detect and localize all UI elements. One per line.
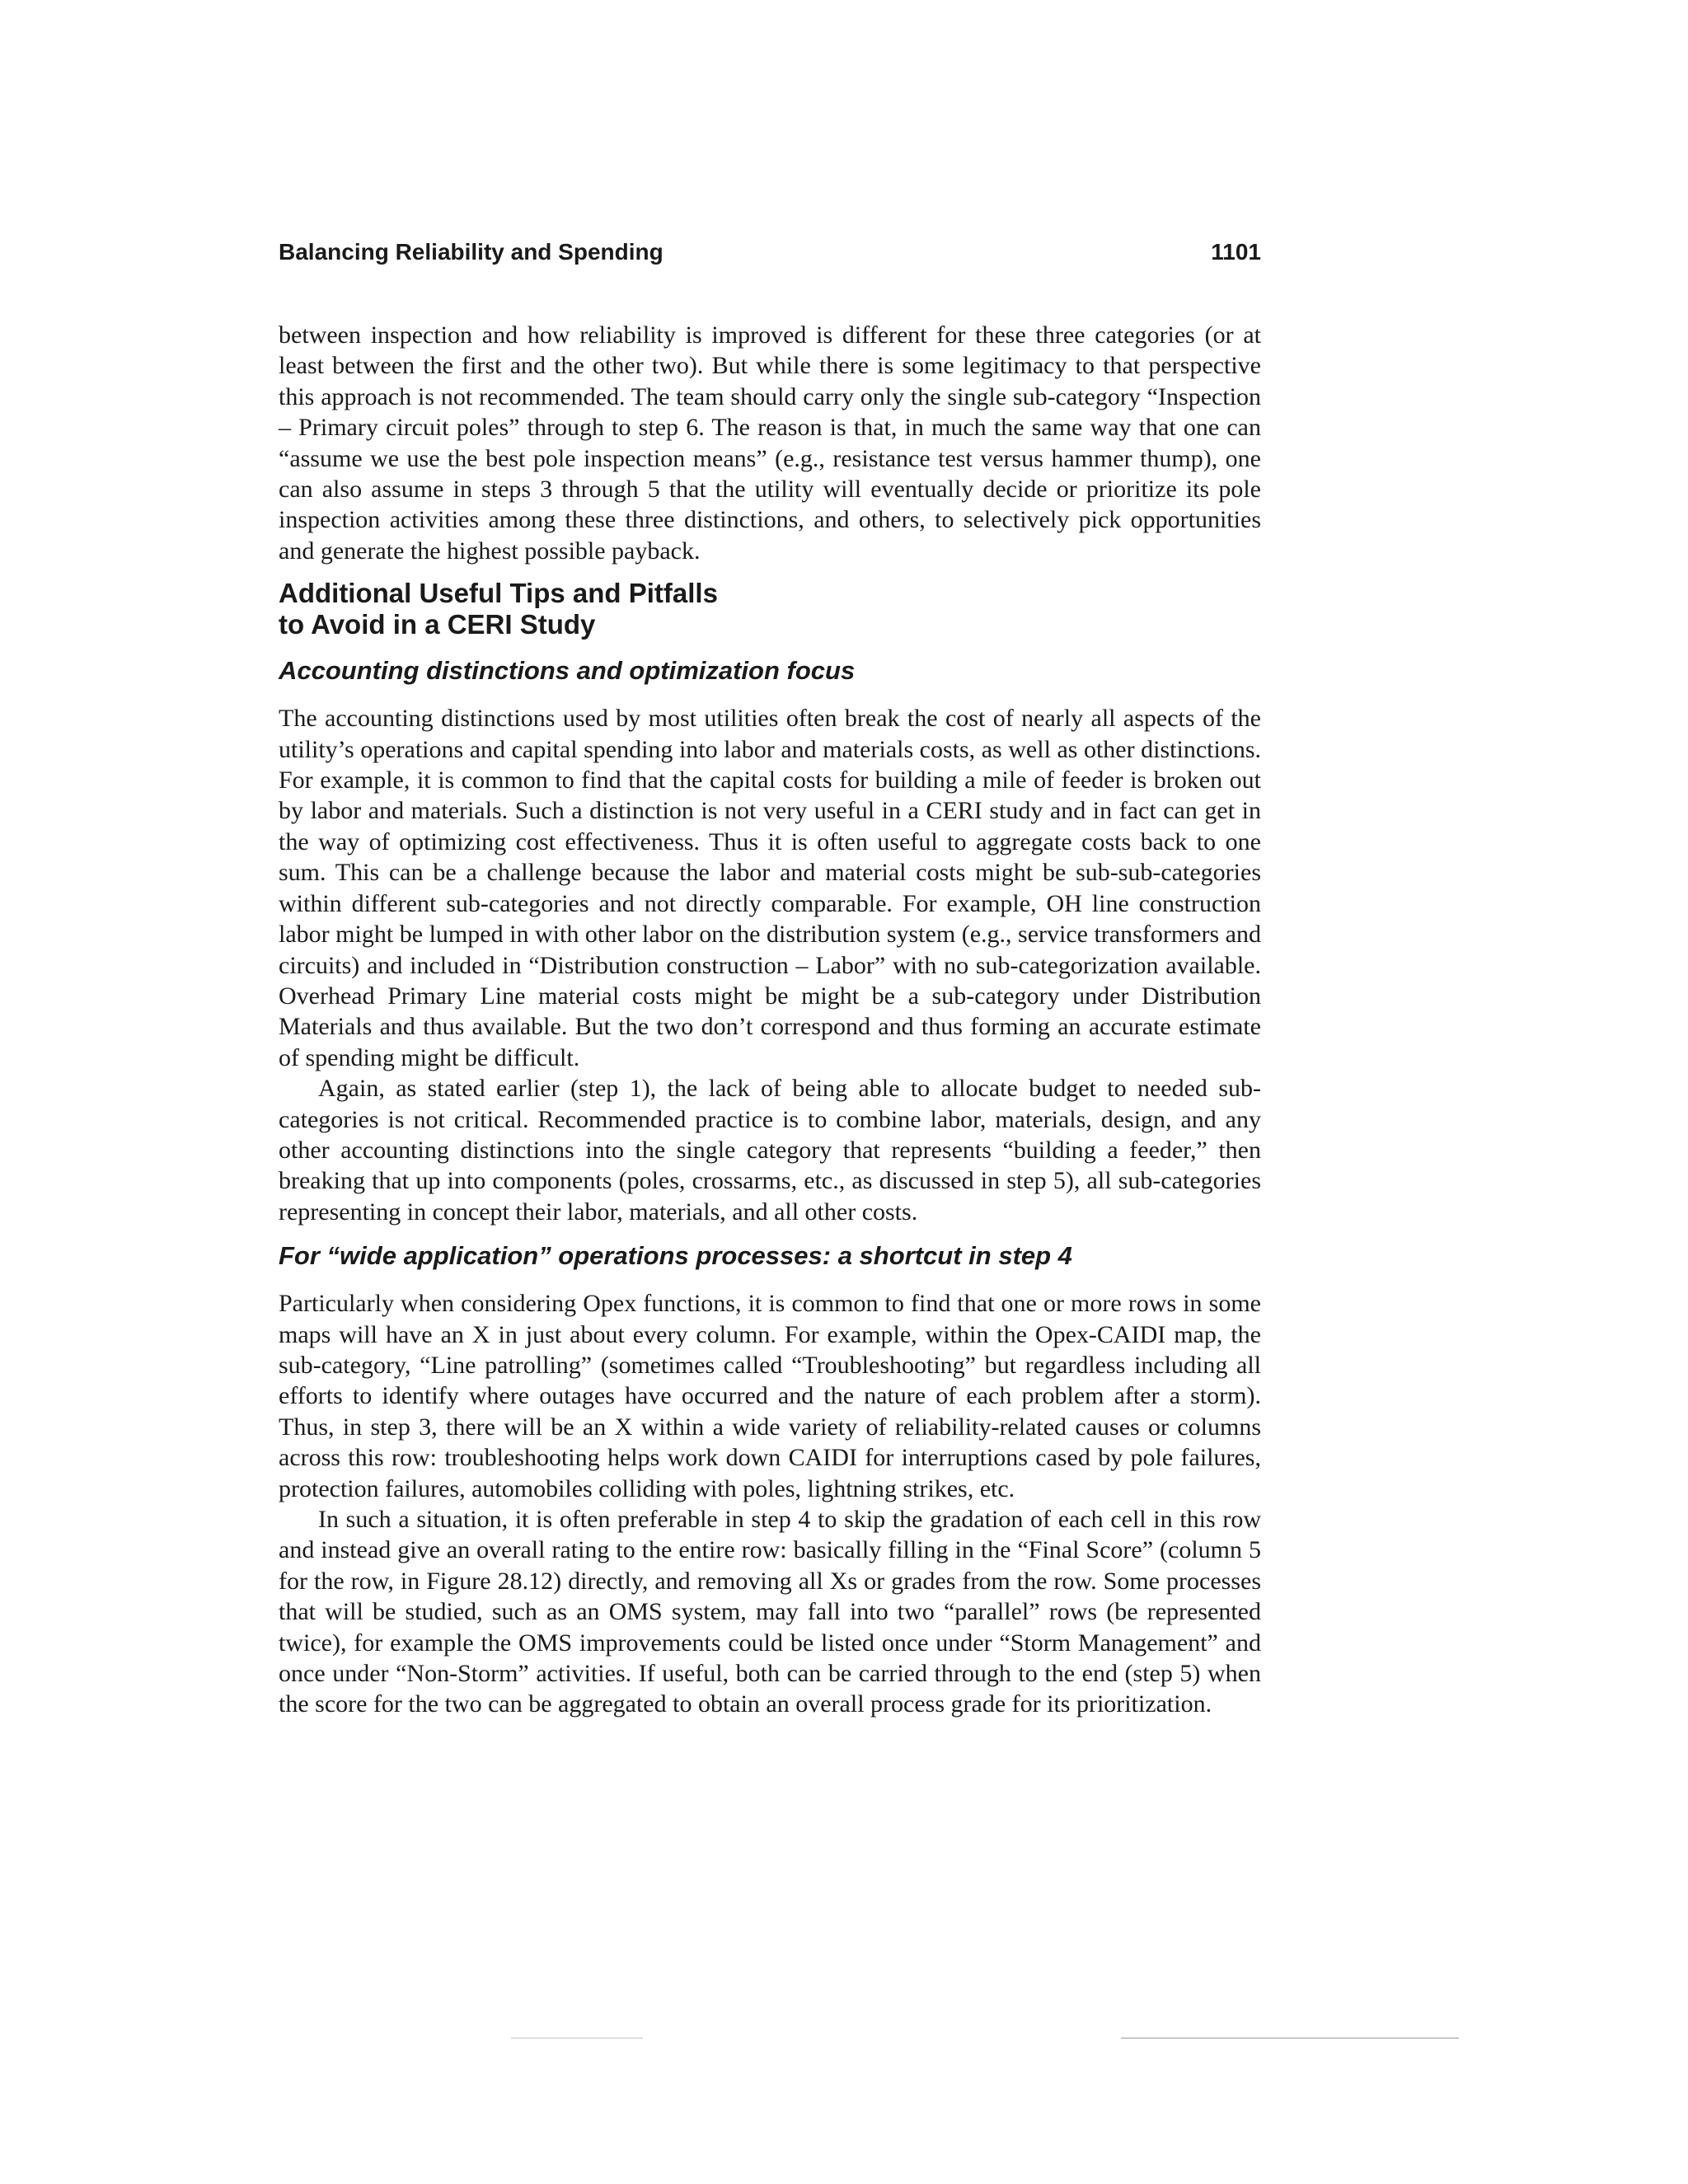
running-header (279, 239, 1261, 272)
subsection-heading-accounting: Accounting distinctions and optimization focus (279, 656, 856, 686)
subsection-heading-wide-application: For “wide application” operations processes: a shortcut in step 4 (279, 1241, 1072, 1271)
intro-paragraph: between inspection and how reliability is improved is different for these three categories (or at least between the first and the other two). But while there is some legitimacy to that perspective this approach is not recommended. The team should carry only the single sub-category “Inspection – Primary circuit poles” through to step 6. The reason is that, in much the same way that one can “assume we use the best pole inspection means” (e.g., resistance test versus hammer thump), one can also assume in steps 3 through 5 that the utility will eventually decide or prioritize its pole inspection activities among these three distinctions, and others, to selectively pick opportunities and generate the highest possible payback. (279, 321, 1261, 565)
body-text (279, 320, 1261, 1720)
scan-artifact-line (1121, 2037, 1459, 2039)
section-heading-line2: to Avoid in a CERI Study (279, 609, 596, 640)
scan-artifact-line (511, 2037, 643, 2039)
accounting-paragraph-1: The accounting distinctions used by most utilities often break the cost of nearly all aspects of the utility’s operations and capital spending into labor and materials costs, as well as other distinctions. For example, it is common to find that the capital costs for building a mile of feeder is broken out by labor and materials. Such a distinction is not very useful in a CERI study and in fact can get in the way of optimizing cost effectiveness. Thus it is often useful to aggregate costs back to one sum. This can be a challenge because the labor and material costs might be sub-sub-categories within different sub-categories and not directly comparable. For example, OH line construction labor might be lumped in with other labor on the distribution system (e.g., service transformers and circuits) and included in “Distribution construction – Labor” with no sub-categorization available. Overhead Primary Line material costs might be might be a sub-category under Distribution Materials and thus available. But the two don’t correspond and thus forming an accurate estimate of spending might be difficult. (279, 705, 1261, 1071)
section-heading-line1: Additional Useful Tips and Pitfalls (279, 578, 718, 609)
accounting-paragraph-2: Again, as stated earlier (step 1), the lack of being able to allocate budget to needed sub-categories is not critical. Recommended practice is to combine labor, materials, design, and any other accounting distinctions into the single category that represents “building a feeder,” then breaking that up into components (poles, crossarms, etc., as discussed in step 5), all sub-categories representing in concept their labor, materials, and all other costs. (279, 1075, 1261, 1226)
page-number: 1101 (1211, 239, 1261, 265)
wide-application-paragraph-1: Particularly when considering Opex functions, it is common to find that one or more rows in some maps will have an X in just about every column. For example, within the Opex-CAIDI map, the sub-category, “Line patrolling” (sometimes called “Troubleshooting” but regardless including all efforts to identify where outages have occurred and the nature of each problem after a storm). Thus, in step 3, there will be an X within a wide variety of reliability-related causes or columns across this row: troubleshooting helps work down CAIDI for interruptions cased by pole failures, protection failures, automobiles colliding with poles, lightning strikes, etc. (279, 1290, 1261, 1502)
section-heading (279, 578, 1261, 640)
running-title: Balancing Reliability and Spending (279, 239, 663, 265)
wide-application-paragraph-2: In such a situation, it is often preferable in step 4 to skip the gradation of each cell in this row and instead give an overall rating to the entire row: basically filling in the “Final Score” (column 5 for the row, in Figure 28.12) directly, and removing all Xs or grades from the row. Some processes that will be studied, such as an OMS system, may fall into two “parallel” rows (be represented twice), for example the OMS improvements could be listed once under “Storm Management” and once under “Non-Storm” activities. If useful, both can be carried through to the end (step 5) when the score for the two can be aggregated to obtain an overall process grade for its prioritization. (279, 1506, 1261, 1718)
